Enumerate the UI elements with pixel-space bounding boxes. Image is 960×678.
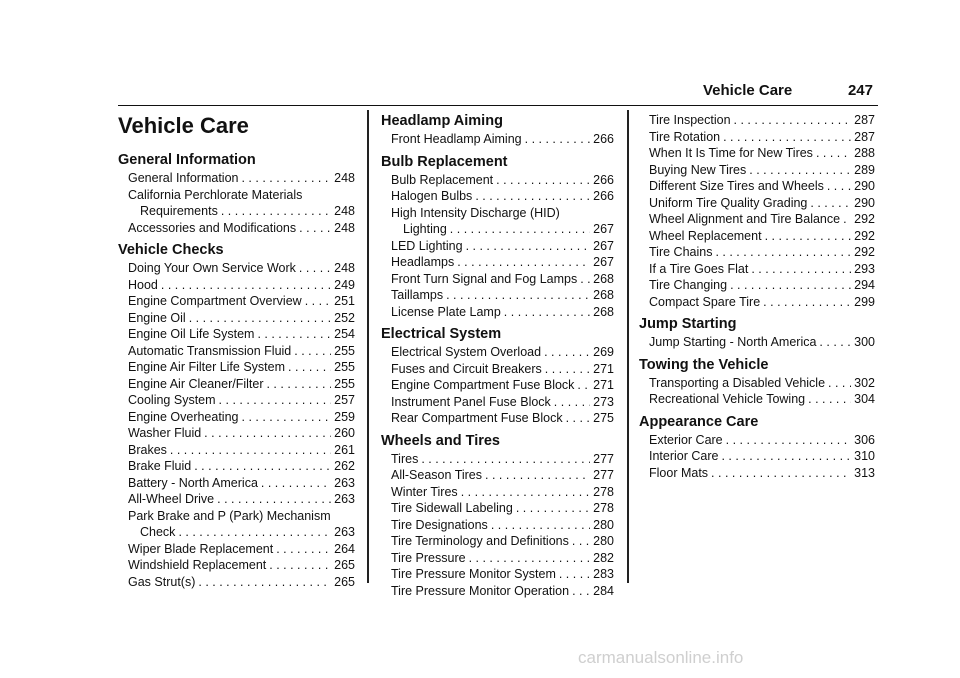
dot-leader <box>572 583 590 600</box>
toc-entry[interactable] <box>118 260 355 277</box>
toc-entry[interactable] <box>118 326 355 343</box>
entry-label: Winter Tires <box>391 484 458 499</box>
entry-label: License Plate Lamp <box>391 304 501 319</box>
entry-label: Front Turn Signal and Fog Lamps <box>391 271 578 286</box>
entry-page-number: 293 <box>854 261 875 276</box>
section-title: Headlamp Aiming <box>381 113 503 129</box>
dot-leader <box>446 287 590 304</box>
toc-entry[interactable] <box>381 172 614 189</box>
entry-label: California Perchlorate Materials <box>128 187 303 202</box>
entry-page-number: 313 <box>854 465 875 480</box>
dot-leader <box>276 541 331 558</box>
dot-leader <box>450 221 590 238</box>
dot-leader <box>219 392 332 409</box>
entry-label: Compact Spare Tire <box>649 294 761 309</box>
entry-page-number: 273 <box>593 394 614 409</box>
entry-label: LED Lighting <box>391 238 463 253</box>
entry-list <box>639 112 875 310</box>
toc-entry[interactable] <box>639 375 875 392</box>
dot-leader <box>808 391 851 408</box>
entry-page-number: 263 <box>334 492 355 506</box>
toc-entry[interactable] <box>639 294 875 311</box>
toc-entry[interactable] <box>639 129 875 146</box>
dot-leader <box>466 238 591 255</box>
dot-leader <box>288 359 331 376</box>
entry-label: Tires <box>391 451 419 466</box>
entry-page-number: 248 <box>334 261 355 275</box>
entry-page-number: 259 <box>334 409 355 424</box>
running-header <box>703 82 873 99</box>
entry-label: Cooling System <box>128 393 216 407</box>
entry-label: Headlamps <box>391 255 455 269</box>
entry-page-number: 280 <box>593 534 614 548</box>
dot-leader <box>711 465 851 482</box>
dot-leader <box>819 334 851 351</box>
toc-entry[interactable] <box>639 112 875 129</box>
toc-entry[interactable] <box>381 517 614 534</box>
toc-entry[interactable] <box>639 261 875 278</box>
toc-entry[interactable] <box>381 451 614 468</box>
toc-entry-line <box>118 187 355 204</box>
entry-label: Lighting <box>403 222 447 236</box>
entry-page-number: 292 <box>854 228 875 243</box>
dot-leader <box>198 574 331 591</box>
toc-section <box>639 315 875 351</box>
column-divider <box>627 110 629 583</box>
entry-page-number: 260 <box>334 426 355 440</box>
entry-list <box>639 432 875 482</box>
entry-label: All-Wheel Drive <box>128 492 215 506</box>
dot-leader <box>572 533 590 550</box>
entry-label: Floor Mats <box>649 465 709 480</box>
toc-column-1 <box>118 112 355 595</box>
entry-page-number: 267 <box>593 238 614 253</box>
entry-label: Washer Fluid <box>128 426 202 440</box>
entry-label: Buying New Tires <box>649 162 747 177</box>
toc-section <box>639 356 875 408</box>
entry-label: Different Size Tires and Wheels <box>649 179 824 193</box>
dot-leader <box>469 550 591 567</box>
toc-column-3 <box>639 112 875 486</box>
toc-section <box>118 241 355 590</box>
entry-label: Engine Overheating <box>128 409 239 424</box>
entry-label: If a Tire Goes Flat <box>649 261 749 276</box>
toc-entry[interactable] <box>381 344 614 361</box>
dot-leader <box>204 425 331 442</box>
entry-page-number: 278 <box>593 501 614 515</box>
entry-label: Brakes <box>128 442 167 457</box>
entry-page-number: 310 <box>854 449 875 463</box>
section-title: General Information <box>118 152 256 168</box>
toc-entry[interactable] <box>381 254 614 271</box>
entry-label: Windshield Replacement <box>128 558 267 572</box>
toc-entry[interactable] <box>381 533 614 550</box>
dot-leader <box>827 178 851 195</box>
dot-leader <box>734 112 852 129</box>
entry-page-number: 248 <box>334 220 355 235</box>
section-title: Bulb Replacement <box>381 153 508 170</box>
entry-label: Instrument Panel Fuse Block <box>391 394 551 409</box>
entry-label: Engine Air Filter Life System <box>128 360 286 374</box>
toc-entry[interactable] <box>118 310 355 327</box>
dot-leader <box>170 442 331 459</box>
entry-page-number: 255 <box>334 360 355 374</box>
entry-label: Tire Chains <box>649 245 713 259</box>
entry-page-number: 266 <box>593 172 614 187</box>
section-title: Towing the Vehicle <box>639 356 769 373</box>
dot-leader <box>294 343 331 360</box>
toc-entry[interactable] <box>118 458 355 475</box>
section-title: Jump Starting <box>639 316 737 332</box>
entry-label: Interior Care <box>649 449 719 463</box>
toc-entry[interactable] <box>381 271 614 288</box>
toc-entry[interactable] <box>381 394 614 411</box>
entry-page-number: 283 <box>593 567 614 581</box>
dot-leader <box>241 170 331 187</box>
dot-leader <box>269 557 331 574</box>
entry-label: Rear Compartment Fuse Block <box>391 411 563 425</box>
dot-leader <box>559 566 590 583</box>
entry-label: Electrical System Overload <box>391 345 542 359</box>
dot-leader <box>266 376 331 393</box>
dot-leader <box>257 326 331 343</box>
entry-label: All-Season Tires <box>391 468 483 482</box>
dot-leader <box>715 244 851 261</box>
toc-entry[interactable] <box>381 221 614 238</box>
toc-entry[interactable] <box>381 467 614 484</box>
entry-page-number: 252 <box>334 310 355 325</box>
entry-page-number: 265 <box>334 574 355 589</box>
dot-leader <box>554 394 590 411</box>
entry-page-number: 255 <box>334 376 355 391</box>
toc-entry[interactable] <box>118 541 355 558</box>
toc-entry[interactable] <box>639 334 875 351</box>
toc-entry[interactable] <box>118 557 355 574</box>
watermark: carmanualsonline.info <box>578 648 744 667</box>
toc-entry[interactable] <box>118 220 355 237</box>
toc-entry[interactable] <box>639 162 875 179</box>
toc-entry[interactable] <box>381 377 614 394</box>
entry-list <box>381 131 614 148</box>
toc-section <box>639 112 875 310</box>
entry-page-number: 248 <box>334 204 355 218</box>
toc-entry[interactable] <box>118 376 355 393</box>
page-title: Vehicle Care <box>118 113 249 138</box>
toc-entry[interactable] <box>381 583 614 600</box>
entry-page-number: 262 <box>334 459 355 473</box>
entry-label: Bulb Replacement <box>391 172 494 187</box>
entry-label: Tire Designations <box>391 517 488 532</box>
dot-leader <box>461 484 590 501</box>
toc-entry[interactable] <box>381 131 614 148</box>
entry-page-number: 261 <box>334 442 355 457</box>
entry-label: Engine Air Cleaner/Filter <box>128 376 264 391</box>
dot-leader <box>221 203 331 220</box>
toc-entry[interactable] <box>381 484 614 501</box>
toc-column-2 <box>381 112 614 604</box>
dot-leader <box>194 458 331 475</box>
toc-entry[interactable] <box>639 195 875 212</box>
entry-page-number: 275 <box>593 411 614 425</box>
toc-section <box>381 325 614 427</box>
entry-label: Battery - North America <box>128 475 258 490</box>
toc-section <box>639 413 875 482</box>
toc-entry[interactable] <box>639 211 875 228</box>
toc-entry[interactable] <box>118 170 355 187</box>
dot-leader <box>545 361 590 378</box>
entry-page-number: 271 <box>593 361 614 376</box>
toc-entry[interactable] <box>639 391 875 408</box>
entry-page-number: 268 <box>593 271 614 286</box>
entry-page-number: 251 <box>334 294 355 308</box>
toc-section <box>381 112 614 148</box>
toc-entry[interactable] <box>639 465 875 482</box>
dot-leader <box>828 375 851 392</box>
toc-entry[interactable] <box>381 304 614 321</box>
column-divider <box>367 110 369 583</box>
dot-leader <box>749 162 851 179</box>
entry-page-number: 288 <box>854 146 875 160</box>
entry-page-number: 264 <box>334 541 355 556</box>
entry-label: Wheel Replacement <box>649 228 762 243</box>
section-title: Wheels and Tires <box>381 432 500 449</box>
entry-label: When It Is Time for New Tires <box>649 146 813 160</box>
section-title: Electrical System <box>381 326 502 342</box>
toc-section <box>381 153 614 321</box>
dot-leader <box>730 277 851 294</box>
entry-list <box>118 260 355 590</box>
entry-page-number: 280 <box>593 517 614 532</box>
entry-label: Engine Compartment Overview <box>128 294 302 308</box>
toc-section <box>118 151 355 236</box>
entry-page-number: 292 <box>854 212 875 226</box>
toc-entry[interactable] <box>381 550 614 567</box>
entry-page-number: 302 <box>854 375 875 390</box>
entry-label: Recreational Vehicle Towing <box>649 392 806 406</box>
entry-label: Wiper Blade Replacement <box>128 541 274 556</box>
toc-entry[interactable] <box>639 448 875 465</box>
dot-leader <box>721 448 851 465</box>
dot-leader <box>491 517 590 534</box>
dot-leader <box>299 260 331 277</box>
entry-label: Tire Terminology and Definitions <box>391 534 569 548</box>
entry-label: Tire Pressure <box>391 550 466 565</box>
entry-label: Engine Oil <box>128 310 186 325</box>
entry-page-number: 292 <box>854 245 875 259</box>
entry-list <box>639 375 875 408</box>
entry-label: Tire Changing <box>649 278 728 292</box>
entry-page-number: 289 <box>854 162 875 177</box>
toc-entry[interactable] <box>118 491 355 508</box>
entry-label: Brake Fluid <box>128 459 192 473</box>
entry-label: Automatic Transmission Fluid <box>128 343 292 358</box>
entry-page-number: 265 <box>334 558 355 572</box>
toc-entry-line <box>381 205 614 222</box>
toc-entry[interactable] <box>118 359 355 376</box>
entry-label: High Intensity Discharge (HID) <box>391 205 560 220</box>
entry-page-number: 263 <box>334 525 355 539</box>
toc-entry[interactable] <box>381 410 614 427</box>
toc-entry-line <box>118 508 355 525</box>
dot-leader <box>765 228 852 245</box>
dot-leader <box>161 277 331 294</box>
entry-page-number: 255 <box>334 343 355 358</box>
entry-label: Exterior Care <box>649 432 723 447</box>
dot-leader <box>217 491 331 508</box>
entry-list <box>381 344 614 427</box>
dot-leader <box>475 188 590 205</box>
entry-page-number: 263 <box>334 475 355 490</box>
entry-label: Hood <box>128 277 158 292</box>
entry-page-number: 271 <box>593 378 614 392</box>
entry-page-number: 254 <box>334 327 355 341</box>
toc-entry[interactable] <box>118 343 355 360</box>
entry-page-number: 268 <box>593 304 614 319</box>
entry-label: Front Headlamp Aiming <box>391 132 522 146</box>
dot-leader <box>816 145 851 162</box>
entry-label: Doing Your Own Service Work <box>128 261 296 275</box>
entry-page-number: 248 <box>334 171 355 185</box>
dot-leader <box>726 432 852 449</box>
toc-section <box>381 432 614 600</box>
toc-entry[interactable] <box>381 287 614 304</box>
dot-leader <box>751 261 851 278</box>
entry-page-number: 282 <box>593 550 614 565</box>
entry-list <box>381 172 614 321</box>
entry-label: Fuses and Circuit Breakers <box>391 361 542 376</box>
entry-label: Tire Pressure Monitor Operation <box>391 583 570 598</box>
entry-label: Halogen Bulbs <box>391 189 473 203</box>
entry-page-number: 269 <box>593 345 614 359</box>
section-title: Vehicle Checks <box>118 242 224 258</box>
entry-label: Engine Oil Life System <box>128 327 255 341</box>
toc-entry[interactable] <box>381 361 614 378</box>
toc-entry[interactable] <box>381 188 614 205</box>
entry-label: Transporting a Disabled Vehicle <box>649 375 826 390</box>
toc-entry[interactable] <box>118 475 355 492</box>
entry-label: Jump Starting - North America <box>649 335 817 349</box>
toc-entry[interactable] <box>118 425 355 442</box>
dot-leader <box>261 475 331 492</box>
dot-leader <box>723 129 851 146</box>
dot-leader <box>242 409 332 426</box>
dot-leader <box>566 410 591 427</box>
toc-entry[interactable] <box>118 293 355 310</box>
entry-label: Accessories and Modifications <box>128 220 297 235</box>
dot-leader <box>457 254 590 271</box>
toc-entry[interactable] <box>639 244 875 261</box>
dot-leader <box>504 304 590 321</box>
entry-page-number: 257 <box>334 393 355 407</box>
entry-page-number: 249 <box>334 277 355 292</box>
dot-leader <box>299 220 331 237</box>
toc-entry[interactable] <box>118 442 355 459</box>
entry-page-number: 266 <box>593 189 614 203</box>
entry-page-number: 278 <box>593 484 614 499</box>
dot-leader <box>485 467 590 484</box>
entry-list <box>381 451 614 600</box>
entry-page-number: 306 <box>854 432 875 447</box>
dot-leader <box>516 500 590 517</box>
entry-page-number: 304 <box>854 392 875 406</box>
dot-leader <box>305 293 331 310</box>
entry-page-number: 294 <box>854 278 875 292</box>
entry-page-number: 287 <box>854 129 875 144</box>
entry-label: Tire Sidewall Labeling <box>391 501 513 515</box>
dot-leader <box>763 294 851 311</box>
dot-leader <box>544 344 590 361</box>
entry-page-number: 266 <box>593 132 614 146</box>
entry-page-number: 290 <box>854 195 875 210</box>
entry-label: Taillamps <box>391 288 444 302</box>
entry-label: Check <box>140 525 176 539</box>
entry-page-number: 277 <box>593 451 614 466</box>
toc-entry[interactable] <box>118 203 355 220</box>
entry-page-number: 277 <box>593 468 614 482</box>
entry-label: Wheel Alignment and Tire Balance <box>649 212 841 226</box>
entry-label: Engine Compartment Fuse Block <box>391 378 575 392</box>
dot-leader <box>577 377 590 394</box>
dot-leader <box>178 524 331 541</box>
entry-list <box>639 334 875 351</box>
entry-page-number: 290 <box>854 179 875 193</box>
entry-page-number: 299 <box>854 294 875 309</box>
header-page-number: 247 <box>847 82 873 99</box>
dot-leader <box>189 310 331 327</box>
toc-entry[interactable] <box>118 524 355 541</box>
toc-entry[interactable] <box>118 392 355 409</box>
entry-label: Tire Rotation <box>649 129 721 144</box>
entry-page-number: 300 <box>854 335 875 349</box>
toc-entry[interactable] <box>639 145 875 162</box>
dot-leader <box>496 172 590 189</box>
toc-entry[interactable] <box>639 277 875 294</box>
header-title: Vehicle Care <box>703 82 793 99</box>
entry-page-number: 267 <box>593 255 614 269</box>
toc-entry[interactable] <box>381 500 614 517</box>
entry-label: Park Brake and P (Park) Mechanism <box>128 508 331 523</box>
entry-page-number: 287 <box>854 113 875 127</box>
header-rule <box>118 105 878 106</box>
entry-label: General Information <box>128 171 239 185</box>
dot-leader <box>843 211 851 228</box>
dot-leader <box>421 451 590 468</box>
toc-entry[interactable] <box>381 238 614 255</box>
section-title: Appearance Care <box>639 413 759 430</box>
toc-entry[interactable] <box>118 574 355 591</box>
toc-entry[interactable] <box>639 178 875 195</box>
entry-label: Gas Strut(s) <box>128 574 196 589</box>
entry-page-number: 284 <box>593 583 614 598</box>
toc-entry[interactable] <box>118 277 355 294</box>
dot-leader <box>580 271 590 288</box>
dot-leader <box>810 195 851 212</box>
dot-leader <box>525 131 591 148</box>
toc-entry[interactable] <box>639 432 875 449</box>
entry-label: Tire Inspection <box>649 113 731 127</box>
entry-label: Requirements <box>140 204 218 218</box>
toc-entry[interactable] <box>118 409 355 426</box>
entry-label: Uniform Tire Quality Grading <box>649 195 808 210</box>
entry-page-number: 267 <box>593 222 614 236</box>
entry-label: Tire Pressure Monitor System <box>391 567 556 581</box>
toc-entry[interactable] <box>639 228 875 245</box>
toc-entry[interactable] <box>381 566 614 583</box>
entry-list <box>118 170 355 236</box>
entry-page-number: 268 <box>593 288 614 302</box>
